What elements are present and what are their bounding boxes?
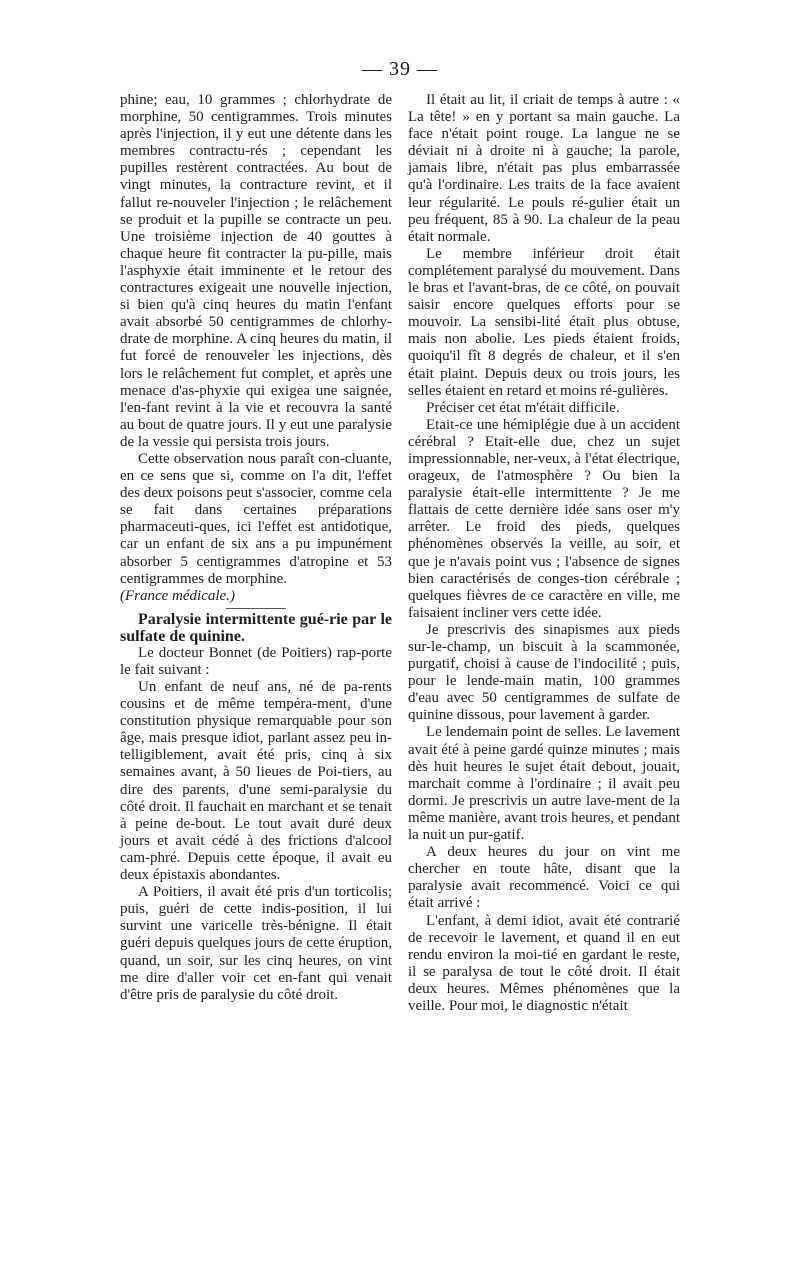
paragraph: Cette observation nous paraît con-cluante, en ce sens que si, comme on l'a dit, l'effet des deux poisons peut s'associer, comme cela se fait dans certaines préparations pharmaceuti-ques, ici l'effet est antidotique, car un enfant de six ans a pu impunément absorber 5 centigrammes d'atropine et 53 centigrammes de morphine.	[120, 450, 392, 587]
right-column	[408, 92, 680, 1015]
paragraph: Je prescrivis des sinapismes aux pieds sur-le-champ, un biscuit à la scammonée, purgatif, choisi à cause de l'indocilité ; puis, pour le lende-main matin, 100 grammes d'eau avec 50 centigrammes de sulfate de quinine dissous, pour lavement à garder.	[408, 621, 680, 724]
paragraph: A Poitiers, il avait été pris d'un torticolis; puis, guéri de cette indis-position, il lui survint une varicelle très-bénigne. Il était guéri depuis quelques jours de cette éruption, quand, un soir, sur les cinq heures, on vint me dire d'aller voir cet en-fant qui venait d'être pris de paralysie du côté droit.	[120, 884, 393, 1003]
source-text: (France médicale.)	[120, 587, 235, 604]
source-citation	[120, 588, 392, 605]
paragraph: Préciser cet état m'était difficile.	[426, 399, 620, 416]
paragraph: Le lendemain point de selles. Le lavement avait été à peine gardé quinze minutes ; mais dès huit heures le sujet était debout, jouait, marchait comme à l'ordinaire ; il avait peu dormi. Je prescrivis un autre lave-ment de la même manière, avant trois heures, et pendant la nuit un pur-gatif.	[408, 724, 680, 844]
divider	[226, 608, 286, 609]
paragraph: Le docteur Bonnet (de Poitiers) rap-porte le fait suivant :	[120, 644, 392, 678]
paragraph: Il était au lit, il criait de temps à autre : « La tête! » en y portant sa main gauche. La face n'était point rouge. La langue ne se déviait ni à droite ni à gauche; la parole, jamais libre, n'était pas plus embarrassée qu'à l'ordinaire. Les traits de la face avaient leur régularité. Le pouls ré-gulier était un peu fréquent, 85 à 90. La chaleur de la peau était normale.	[408, 92, 680, 245]
paragraph: L'enfant, à demi idiot, avait été contrarié de recevoir le lavement, et quand il en eut rendu environ la moi-tié en gardant le reste, il se paralysa de tout le côté droit. Il était deux heures. Mêmes phénomènes que la veille. Pour moi, le diagnostic n'était	[408, 912, 680, 1014]
section-heading: Paralysie intermittente gué-rie par le sulfate de quinine.	[120, 610, 392, 645]
left-column	[120, 92, 392, 1004]
paragraph: Un enfant de neuf ans, né de pa-rents cousins et de même tempéra-ment, d'une constitution physique remarquable pour son âge, mais presque idiot, parlant assez peu in-telligiblement, avait été pris, cinq à six semaines avant, à 50 lieues de Poi-tiers, au dire des parents, d'une semi-paralysie du côté droit. Il fauchait en marchant et se tenait à peine de-bout. Le tout avait duré deux jours et avait cédé à des frictions d'alcool cam-phré. Depuis cette époque, il avait eu deux épistaxis abondantes.	[120, 679, 392, 884]
page-number: — 39 —	[362, 58, 438, 80]
paragraph: A deux heures du jour on vint me chercher en toute hâte, disant que la paralysie avait recommencé. Voici ce qui était arrivé :	[408, 844, 680, 912]
paragraph: phine; eau, 10 grammes ; chlorhydrate de morphine, 50 centigrammes. Trois minutes après l'injection, il y eut une détente dans les membres contractu-rés ; cependant les pupilles restèrent contractées. Au bout de vingt minutes, la contracture revint, et il fallut re-nouveler l'injection ; le relâchement se produit et la pupille se contracte un peu. Une troisième injection de 40 gouttes à chaque heure fit contracter la pu-pille, mais l'asphyxie était imminente et le retour des contractures exigeait une nouvelle injection, si bien qu'à cinq heures du matin l'enfant avait absorbé 50 centigrammes de chlorhy-drate de morphine. A cinq heures du matin, il fut forcé de renouveler les injections, dès lors le relâchement fut complet, et après une menace d'as-phyxie qui exigea une saignée, l'en-fant revint à la vie et recouvra la santé au bout de quatre jours. Il y eut une paralysie de la vessie qui persista trois jours.	[120, 92, 392, 450]
paragraph: Le membre inférieur droit était complétement paralysé du mouvement. Dans le bras et l'avant-bras, de ce côté, on pouvait saisir encore quelques efforts pour se mouvoir. La sensibi-lité était plus obtuse, mais non abolie. Les pieds étaient froids, quoiqu'il fît 8 degrés de chaleur, et il s'en était plaint. Depuis deux ou trois jours, les selles étaient en retard et moins ré-gulières.	[408, 245, 680, 399]
paragraph: Etait-ce une hémiplégie due à un accident cérébral ? Etait-elle due, chez un sujet impressionnable, ner-veux, à l'état électrique, orageux, de l'atmosphère ? Ou bien la paralysie était-elle intermittente ? Je me flattais de cette dernière idée sans oser m'y arrêter. Le froid des pieds, quelques phénomènes observés la veille, au soir, et que je n'avais point vus ; l'absence de signes bien caractérisés de conges-tion cérébrale ; quelques fièvres de ce caractère en ville, me faisaient incliner vers cette idée.	[408, 416, 680, 621]
